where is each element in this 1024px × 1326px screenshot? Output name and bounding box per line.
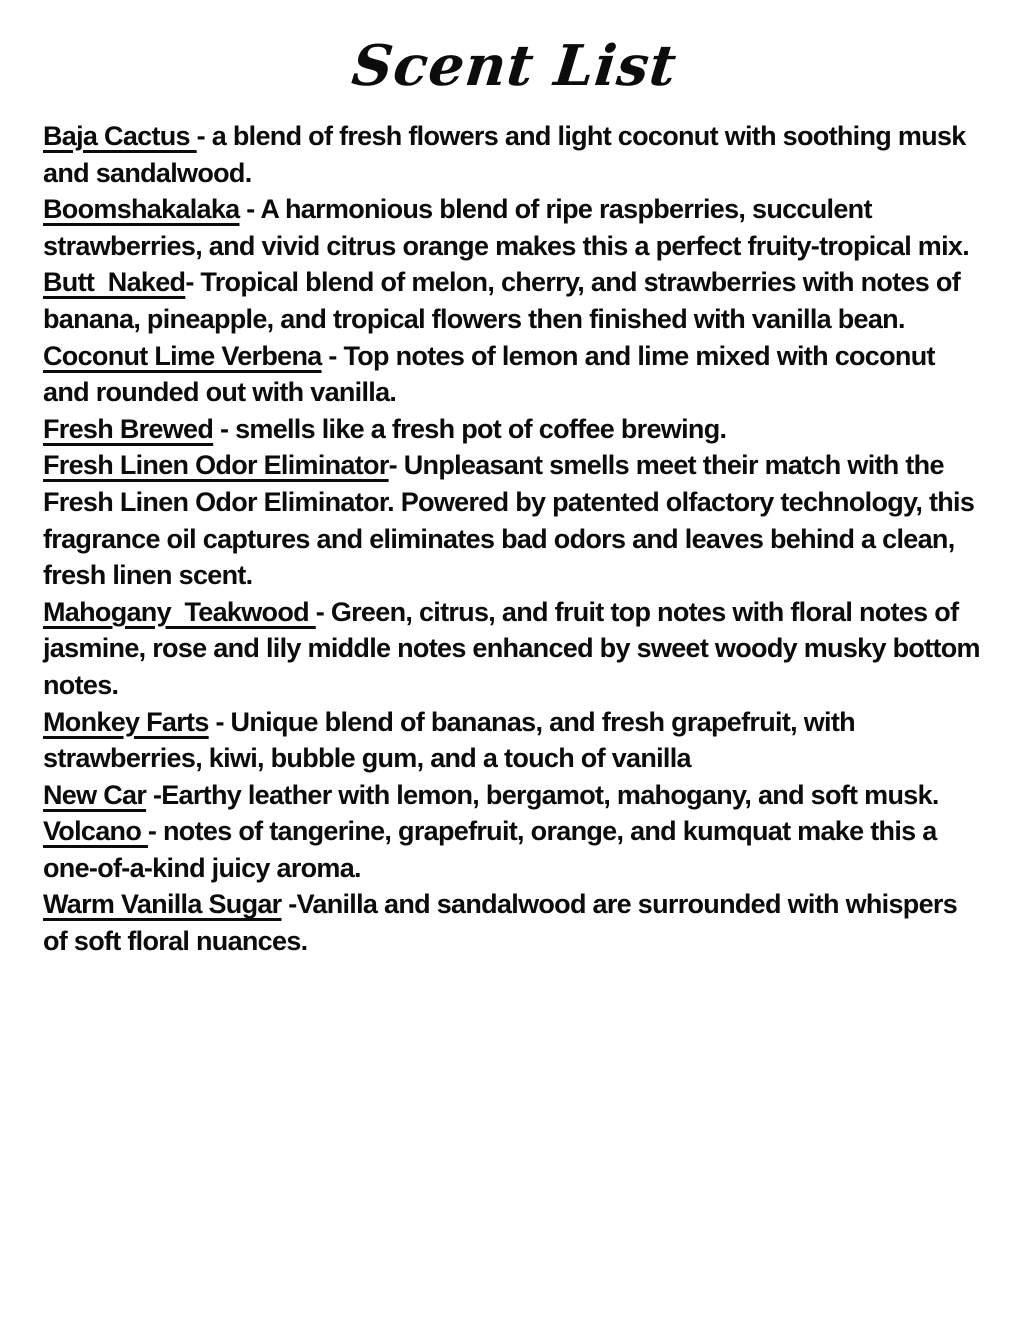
scent-description: - Top notes of lemon and lime mixed with coconut and rounded out with vanilla. — [43, 340, 935, 408]
scent-description: - Unpleasant smells meet their match with the Fresh Linen Odor Eliminator. Powered by patented olfactory technology, this fragrance oil captures and eliminates bad odors and leaves behind a clean, fresh linen scent. — [43, 450, 975, 591]
scent-entry-new-car — [43, 777, 986, 814]
scent-name: Monkey Farts — [43, 706, 209, 737]
scent-entry-mahogany-teakwood — [43, 594, 986, 704]
scent-list — [43, 118, 986, 960]
scent-description: - Unique blend of bananas, and fresh grapefruit, with strawberries, kiwi, bubble gum, and a touch of vanilla — [43, 706, 855, 774]
scent-name: Fresh Brewed — [43, 413, 214, 444]
scent-name: Warm Vanilla Sugar — [43, 889, 282, 920]
scent-entry-boomshakalaka — [43, 191, 986, 264]
scent-entry-fresh-linen-odor-eliminator — [43, 447, 986, 593]
scent-description: - Green, citrus, and fruit top notes with floral notes of jasmine, rose and lily middle notes enhanced by sweet woody musky bottom notes. — [43, 596, 980, 700]
scent-description: - Tropical blend of melon, cherry, and strawberries with notes of banana, pineapple, and tropical flowers then finished with vanilla bean. — [43, 267, 960, 334]
scent-name: Coconut Lime Verbena — [43, 340, 322, 371]
scent-name: Fresh Linen Odor Eliminator — [43, 450, 389, 481]
scent-description: - smells like a fresh pot of coffee brewing. — [213, 413, 727, 444]
scent-name: Mahogany Teakwood — [43, 596, 316, 627]
scent-description: -Vanilla and sandalwood are surrounded with whispers of soft floral nuances. — [43, 889, 958, 957]
scent-description: - a blend of fresh flowers and light coconut with soothing musk and sandalwood. — [43, 121, 966, 188]
page-title: Scent List — [348, 33, 681, 99]
scent-name: New Car — [43, 779, 147, 810]
scent-entry-baja-cactus — [43, 118, 986, 191]
scent-name: Boomshakalaka — [43, 194, 240, 225]
scent-entry-butt-naked — [43, 264, 986, 337]
scent-name: Baja Cactus — [43, 121, 197, 151]
scent-description: - notes of tangerine, grapefruit, orange, and kumquat make this a one-of-a-kind juicy aroma. — [43, 816, 937, 883]
scent-name: Volcano — [43, 816, 148, 847]
scent-name: Butt Naked — [43, 267, 186, 298]
scent-entry-warm-vanilla-sugar — [43, 886, 986, 959]
scent-entry-monkey-farts — [43, 704, 986, 777]
scent-description: - A harmonious blend of ripe raspberries, succulent strawberries, and vivid citrus orange makes this a perfect fruity-tropical mix. — [43, 194, 970, 261]
scent-entry-fresh-brewed — [43, 411, 986, 448]
scent-description: -Earthy leather with lemon, bergamot, mahogany, and soft musk. — [146, 779, 939, 810]
scent-entry-coconut-lime-verbena — [43, 338, 986, 411]
scent-entry-volcano — [43, 813, 986, 886]
